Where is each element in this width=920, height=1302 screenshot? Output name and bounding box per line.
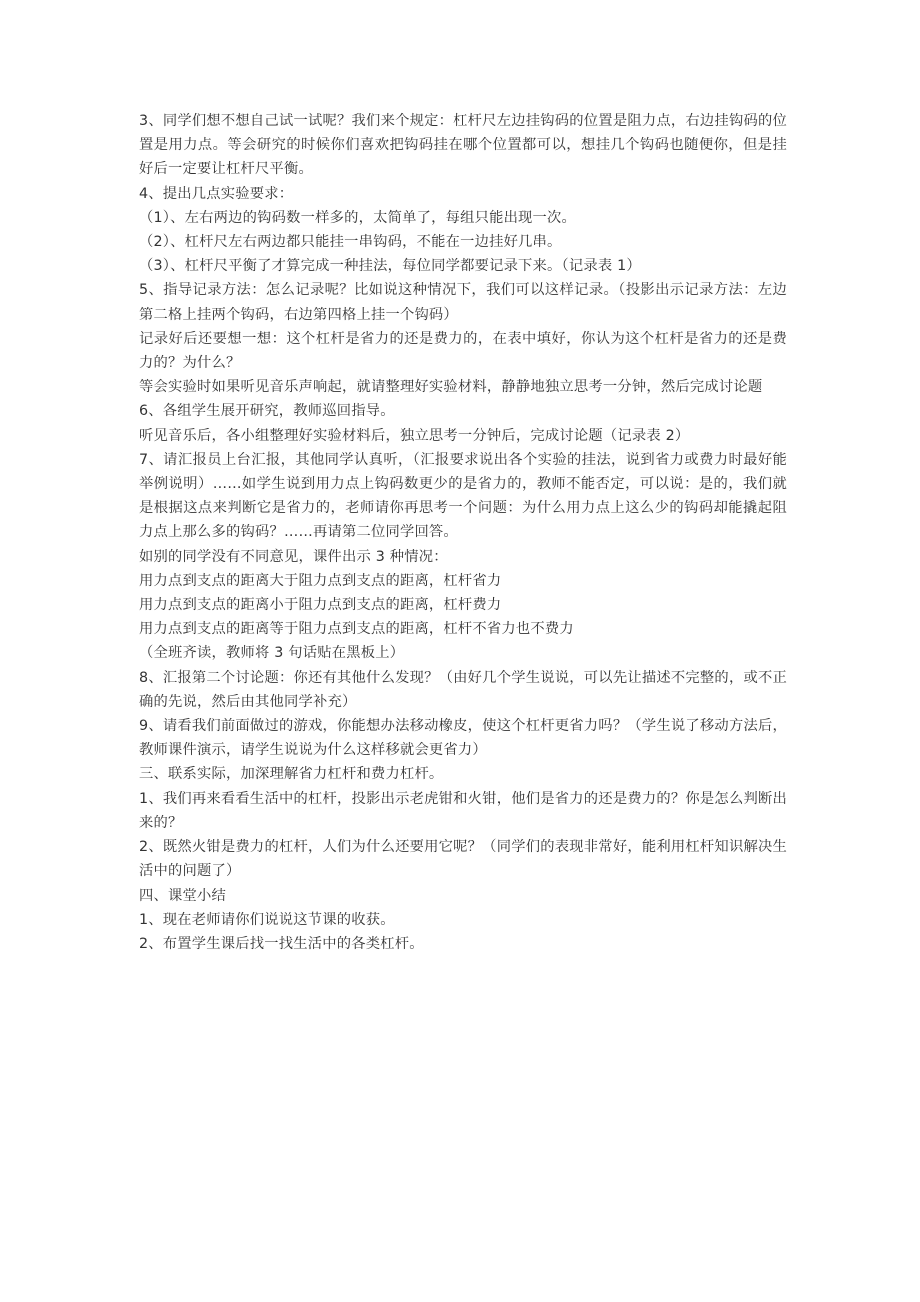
requirement-2: （2）、杠杆尺左右两边都只能挂一串钩码，不能在一边挂好几串。 bbox=[139, 234, 562, 251]
section-3-heading: 三、联系实际，加深理解省力杠杆和费力杠杆。 bbox=[139, 766, 444, 783]
step-5-paragraph: 5、指导记录方法：怎么记录呢？比如说这种情况下，我们可以这样记录。（投影出示记录方法：左边第二格上挂两个钩码，右边第四格上挂一个钩码） bbox=[139, 282, 787, 323]
section-4-item-1: 1、现在老师请你们说说这节课的收获。 bbox=[139, 911, 395, 928]
step-9-paragraph: 9、请看我们前面做过的游戏，你能想办法移动橡皮，使这个杠杆更省力吗？（学生说了移动方法后，教师课件演示，请学生说说为什么这样移就会更省力） bbox=[139, 718, 787, 759]
section-4-item-2: 2、布置学生课后找一找生活中的各类杠杆。 bbox=[139, 935, 424, 952]
case-costs-force: 用力点到支点的距离小于阻力点到支点的距离，杠杆费力 bbox=[139, 597, 502, 614]
case-saves-force: 用力点到支点的距离大于阻力点到支点的距离，杠杆省力 bbox=[139, 572, 502, 589]
case-neutral: 用力点到支点的距离等于阻力点到支点的距离，杠杆不省力也不费力 bbox=[139, 621, 574, 638]
step-8-paragraph: 8、汇报第二个讨论题：你还有其他什么发现？（由好几个学生说说，可以先让描述不完整的，或不正确的先说，然后由其他同学补充） bbox=[139, 669, 787, 710]
section-4-heading: 四、课堂小结 bbox=[139, 887, 226, 904]
three-cases-intro: 如别的同学没有不同意见，课件出示 3 种情况： bbox=[139, 548, 448, 565]
after-music-paragraph: 听见音乐后，各小组整理好实验材料后，独立思考一分钟后，完成讨论题（记录表 2） bbox=[139, 427, 690, 444]
step-3-paragraph: 3、同学们想不想自己试一试呢？我们来个规定：杠杆尺左边挂钩码的位置是阻力点，右边挂钩码的位置是用力点。等会研究的时候你们喜欢把钩码挂在哪个位置都可以，想挂几个钩码也随便你，但是挂好后一定要让杠杆尺平衡。 bbox=[139, 113, 787, 178]
document-body bbox=[139, 109, 787, 956]
requirement-3: （3）、杠杆尺平衡了才算完成一种挂法，每位同学都要记录下来。（记录表 1） bbox=[139, 258, 641, 275]
step-4-heading: 4、提出几点实验要求： bbox=[139, 185, 294, 202]
class-read-note: （全班齐读，教师将 3 句话贴在黑板上） bbox=[139, 645, 405, 662]
section-3-item-2: 2、既然火钳是费力的杠杆，人们为什么还要用它呢？（同学们的表现非常好，能利用杠杆知识解决生活中的问题了） bbox=[139, 839, 787, 880]
section-3-item-1: 1、我们再来看看生活中的杠杆，投影出示老虎钳和火钳，他们是省力的还是费力的？你是怎么判断出来的？ bbox=[139, 790, 787, 831]
requirement-1: （1）、左右两边的钩码数一样多的，太简单了，每组只能出现一次。 bbox=[139, 209, 577, 226]
music-instruction-paragraph: 等会实验时如果听见音乐声响起，就请整理好实验材料，静静地独立思考一分钟，然后完成讨论题 bbox=[139, 379, 763, 396]
record-think-paragraph: 记录好后还要想一想：这个杠杆是省力的还是费力的，在表中填好，你认为这个杠杆是省力的还是费力的？为什么？ bbox=[139, 330, 787, 372]
step-6-paragraph: 6、各组学生展开研究，教师巡回指导。 bbox=[139, 403, 395, 420]
step-7-paragraph: 7、请汇报员上台汇报，其他同学认真听，（汇报要求说出各个实验的挂法，说到省力或费力时最好能举例说明）……如学生说到用力点上钩码数更少的是省力的，教师不能否定，可以说：是的，我们就是根据这点来判断它是省力的，老师请你再思考一个问题：为什么用力点上这么少的钩码却能撬起阻力点上那么多的钩码？……再请第二位同学回答。 bbox=[139, 451, 787, 541]
